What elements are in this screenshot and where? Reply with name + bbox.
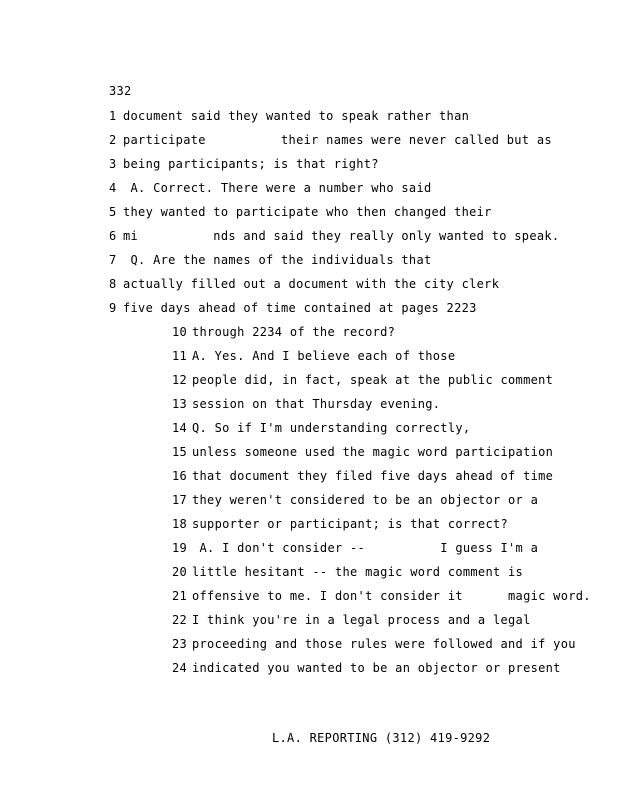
- line-number: 13: [172, 397, 188, 411]
- line-text: proceeding and those rules were followed and if you: [192, 637, 576, 651]
- line-number: 20: [172, 565, 188, 579]
- line-text: document said they wanted to speak rather than: [123, 109, 470, 123]
- transcript-line: [172, 468, 553, 492]
- line-text: session on that Thursday evening.: [192, 397, 441, 411]
- line-number: 15: [172, 445, 188, 459]
- transcript-line: [172, 660, 561, 684]
- transcript-line: [109, 132, 552, 156]
- transcript-line: [109, 156, 379, 180]
- line-number: 7: [109, 253, 117, 267]
- transcript-line: [172, 444, 553, 468]
- transcript-line: [172, 348, 455, 372]
- line-text: supporter or participant; is that correct?: [192, 517, 509, 531]
- line-number: 21: [172, 589, 188, 603]
- line-number: 24: [172, 661, 188, 675]
- transcript-line: [172, 516, 508, 540]
- line-number: 12: [172, 373, 188, 387]
- line-number: 11: [172, 349, 188, 363]
- transcript-line: [172, 540, 538, 564]
- line-text: indicated you wanted to be an objector or present: [192, 661, 561, 675]
- line-number: 14: [172, 421, 188, 435]
- line-number: 4: [109, 181, 117, 195]
- line-number: 1: [109, 109, 117, 123]
- line-number: 16: [172, 469, 188, 483]
- line-number: 17: [172, 493, 188, 507]
- transcript-line: [109, 300, 477, 324]
- line-number: 3: [109, 157, 117, 171]
- transcript-line: [172, 564, 523, 588]
- line-text: five days ahead of time contained at pages 2223: [123, 301, 477, 315]
- transcript-line: [109, 108, 469, 132]
- line-text: mi nds and said they really only wanted to speak.: [123, 229, 560, 243]
- transcript-line: [109, 252, 432, 276]
- line-number: 9: [109, 301, 117, 315]
- line-text: A. Correct. There were a number who said: [123, 181, 432, 195]
- transcript-line: [172, 612, 531, 636]
- line-text: I think you're in a legal process and a legal: [192, 613, 531, 627]
- line-text: that document they filed five days ahead of time: [192, 469, 554, 483]
- line-text: unless someone used the magic word participation: [192, 445, 554, 459]
- transcript-line: [172, 324, 395, 348]
- line-text: A. Yes. And I believe each of those: [192, 349, 456, 363]
- transcript-line: [109, 276, 499, 300]
- line-number: 19: [172, 541, 188, 555]
- transcript-line: [109, 228, 559, 252]
- line-number: 18: [172, 517, 188, 531]
- line-text: being participants; is that right?: [123, 157, 379, 171]
- line-text: A. I don't consider -- I guess I'm a: [192, 541, 539, 555]
- transcript-line: [172, 492, 538, 516]
- line-number: 8: [109, 277, 117, 291]
- line-text: they weren't considered to be an objector or a: [192, 493, 539, 507]
- line-number: 6: [109, 229, 117, 243]
- transcript-line: [109, 204, 492, 228]
- line-number: 10: [172, 325, 188, 339]
- line-text: little hesitant -- the magic word comment is: [192, 565, 524, 579]
- line-text: actually filled out a document with the city clerk: [123, 277, 500, 291]
- line-number: 22: [172, 613, 188, 627]
- transcript-line: [172, 372, 553, 396]
- transcript-line: [109, 180, 432, 204]
- line-text: offensive to me. I don't consider it magic word.: [192, 589, 591, 603]
- line-text: through 2234 of the record?: [192, 325, 396, 339]
- reporter-footer: L.A. REPORTING (312) 419-9292: [272, 731, 491, 745]
- line-text: participate their names were never called but as: [123, 133, 552, 147]
- line-number: 5: [109, 205, 117, 219]
- line-text: Q. Are the names of the individuals that: [123, 253, 432, 267]
- transcript-line: [172, 396, 440, 420]
- transcript-line: [172, 636, 576, 660]
- line-text: Q. So if I'm understanding correctly,: [192, 421, 471, 435]
- transcript-line: [172, 420, 470, 444]
- page-number: 332: [109, 84, 132, 98]
- line-text: people did, in fact, speak at the public comment: [192, 373, 554, 387]
- transcript-line: [172, 588, 591, 612]
- line-number: 23: [172, 637, 188, 651]
- line-text: they wanted to participate who then changed their: [123, 205, 492, 219]
- line-number: 2: [109, 133, 117, 147]
